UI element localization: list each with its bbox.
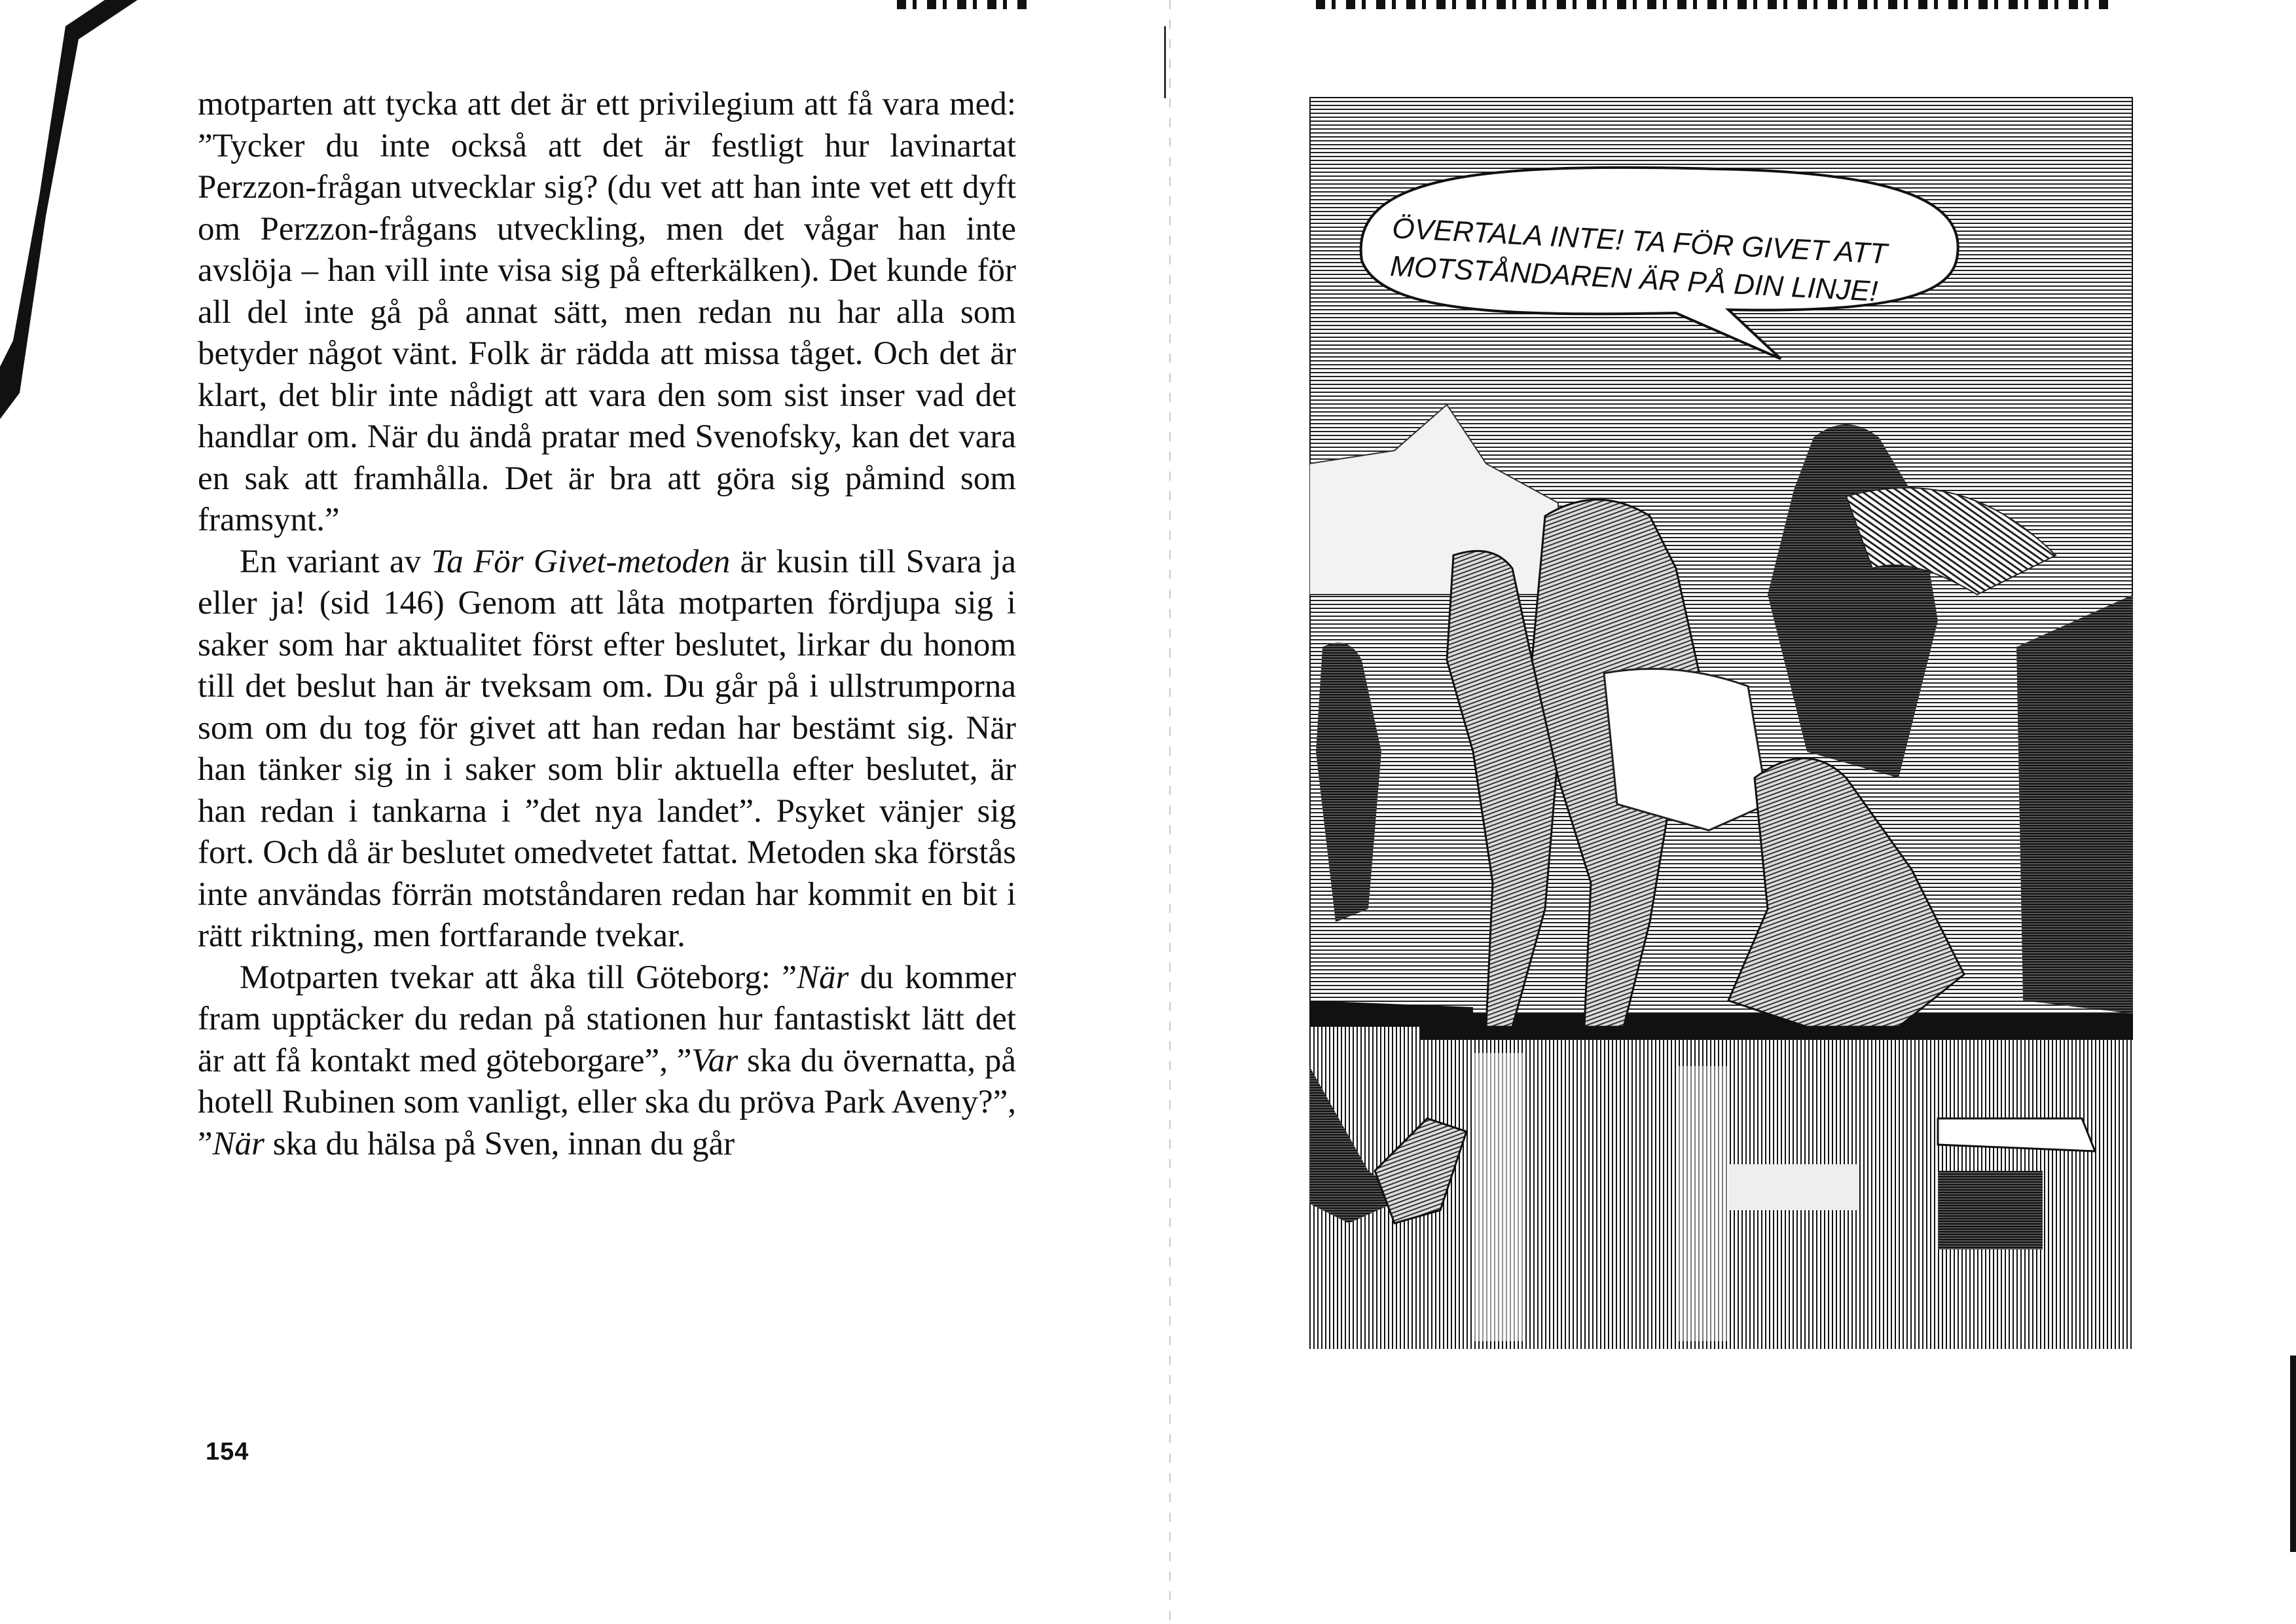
- text-segment: är kusin till Svara ja eller ja! (sid 146) Genom att låta motparten fördjupa sig i saker som har aktualitet först efter beslutet, lirkar du honom till det beslut han är tveksam om. Du går på i ullstrumporna som om du tog för givet att han redan har bestämt sig. När han tänker sig in i saker som blir aktuella efter beslutet, är han redan i tankarna i ”det nya landet”. Psyket vänjer sig fort. Och då är beslutet omedvetet fattat. Metoden ska förstås inte användas förrän motståndaren redan har kommit en bit i rätt riktning, men fortfarande tvekar.: [198, 543, 1016, 954]
- body-paragraph: [198, 957, 1016, 1166]
- body-paragraph: [198, 542, 1016, 957]
- text-segment: ska du övernatta, på hotell Rubinen som vanligt, eller ska du pröva Park Aveny?”, ”: [198, 1042, 1016, 1162]
- italic-text-segment: Ta För Givet-metoden: [431, 543, 731, 580]
- gutter-mark: [1164, 26, 1166, 98]
- speech-bubble-text: ÖVERTALA INTE! TA FÖR GIVET ATT MOTSTÅNDAREN ÄR PÅ DIN LINJE!: [1389, 212, 1888, 308]
- text-segment: ska du hälsa på Sven, innan du går: [264, 1125, 735, 1162]
- italic-text-segment: När: [796, 959, 849, 996]
- scan-edge-bar: [2290, 1356, 2296, 1552]
- text-segment: motparten att tycka att det är ett privilegium att få vara med: ”Tycker du inte också att det är festligt hur lavinartat Perzzon-frågan utvecklar sig? (du vet att han inte vet ett dyft om Perzzon-frågans utveckling, men det vågar han inte avslöja – han vill inte visa sig på efterkälken). Det kunde för all del inte gå på annat sätt, men redan nu har alla som betyder något vänt. Folk är rädda att missa tåget. Och det är klart, det blir inte nådigt att vara den som sist inser vad det handlar om. När du ändå pratar med Svenofsky, kan det vara en sak att framhålla. Det är bra att göra sig påmind som framsynt.”: [198, 86, 1016, 538]
- italic-text-segment: När: [212, 1125, 265, 1162]
- scan-edge-mark: [0, 0, 157, 419]
- text-segment: du kommer fram upptäcker du redan på stationen hur fantastiskt lätt det är att få kontakt med göteborgare”, ”: [198, 959, 1017, 1079]
- text-segment: En variant av: [240, 543, 431, 580]
- text-segment: Motparten tvekar att åka till Göteborg: ”: [240, 959, 797, 996]
- body-paragraph: [198, 84, 1016, 542]
- cropped-running-head-right: [1316, 0, 2108, 9]
- left-page-body-text: [198, 84, 1016, 1165]
- italic-text-segment: Var: [691, 1042, 738, 1079]
- gutter-line: [1169, 0, 1171, 1624]
- cropped-running-head-left: [897, 0, 1028, 9]
- page-number: 154: [206, 1438, 249, 1466]
